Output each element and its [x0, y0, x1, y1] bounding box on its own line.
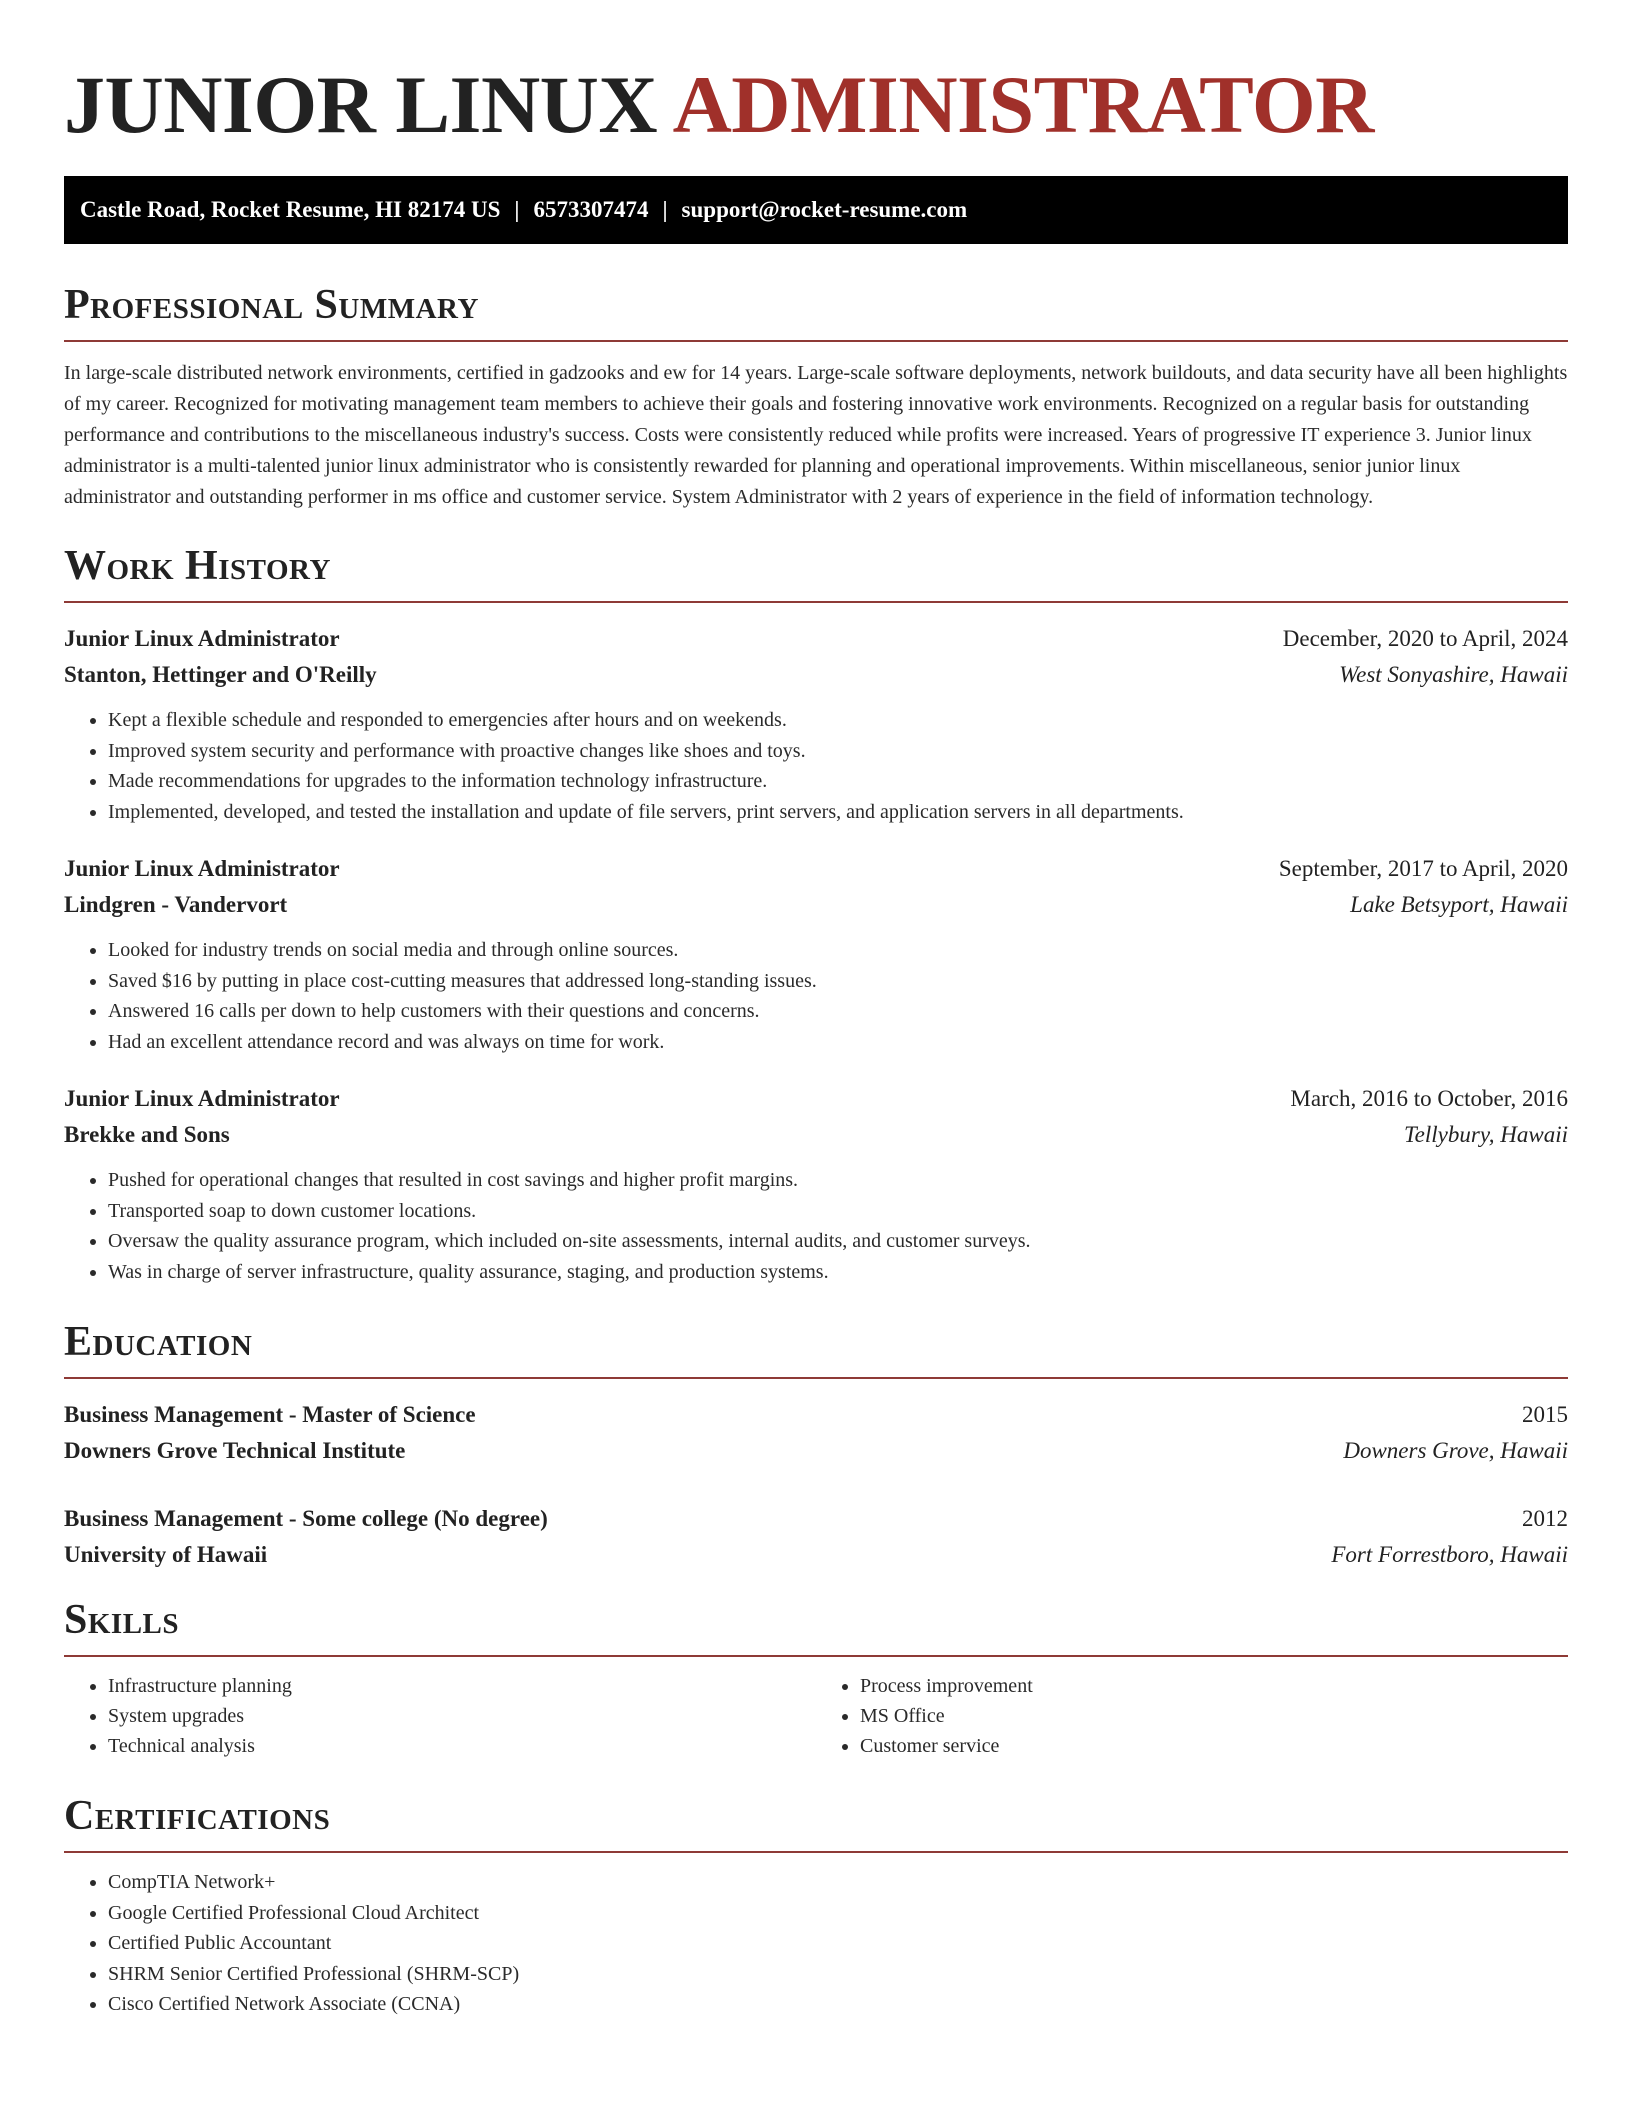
- name-last: ADMINISTRATOR: [672, 59, 1374, 150]
- contact-separator: |: [514, 197, 520, 222]
- name-first: JUNIOR LINUX: [64, 59, 658, 150]
- certification-item: • CompTIA Network+: [108, 1867, 1568, 1898]
- education-entry: [64, 1397, 1568, 1469]
- job-company: Stanton, Hettinger and O'Reilly: [64, 662, 377, 687]
- education-school: University of Hawaii: [64, 1542, 268, 1567]
- job-company: Lindgren - Vandervort: [64, 892, 288, 917]
- job-entry: [64, 1081, 1568, 1287]
- education-location: Fort Forrestboro, Hawaii: [1331, 1542, 1568, 1567]
- certification-item: • Google Certified Professional Cloud Architect: [108, 1898, 1568, 1929]
- section-title-certifications: Certifications: [64, 1793, 331, 1839]
- job-header-row: [64, 851, 1568, 887]
- education-school-row: [64, 1537, 1568, 1573]
- skills-grid: [64, 1671, 1568, 1761]
- education-year: 2012: [1522, 1506, 1568, 1531]
- job-entry: [64, 621, 1568, 827]
- education-degree-row: [64, 1501, 1568, 1537]
- list-item: • Implemented, developed, and tested the installation and update of file servers, print servers, and application servers in all departments.: [108, 797, 1568, 828]
- skill-item: • MS Office: [860, 1701, 1568, 1731]
- certification-item: • Certified Public Accountant: [108, 1928, 1568, 1959]
- list-item: • Was in charge of server infrastructure, quality assurance, staging, and production systems.: [108, 1257, 1568, 1288]
- skill-item: • Customer service: [860, 1731, 1568, 1761]
- job-title: Junior Linux Administrator: [64, 1086, 340, 1111]
- work-history-section: [64, 541, 1568, 1287]
- list-item: • Looked for industry trends on social media and through online sources.: [108, 935, 1568, 966]
- contact-email: support@rocket-resume.com: [681, 197, 968, 222]
- education-degree: Business Management - Master of Science: [64, 1402, 476, 1427]
- job-title: Junior Linux Administrator: [64, 626, 340, 651]
- job-header-row: [64, 621, 1568, 657]
- certification-item: • Cisco Certified Network Associate (CCNA): [108, 1989, 1568, 2020]
- list-item: • Saved $16 by putting in place cost-cutting measures that addressed long-standing issues.: [108, 966, 1568, 997]
- section-divider: [64, 1377, 1568, 1379]
- resume-name: [64, 0, 1568, 154]
- certifications-list: [64, 1867, 1568, 2020]
- list-item: • Pushed for operational changes that resulted in cost savings and higher profit margins.: [108, 1165, 1568, 1196]
- job-company-row: [64, 1117, 1568, 1153]
- education-location: Downers Grove, Hawaii: [1343, 1438, 1568, 1463]
- job-location: Tellybury, Hawaii: [1404, 1122, 1568, 1147]
- job-dates: December, 2020 to April, 2024: [1282, 626, 1568, 651]
- education-school-row: [64, 1433, 1568, 1469]
- job-bullets: [64, 1165, 1568, 1287]
- job-location: Lake Betsyport, Hawaii: [1350, 892, 1568, 917]
- job-header-row: [64, 1081, 1568, 1117]
- skills-column-left: [64, 1671, 816, 1761]
- skills-section: [64, 1595, 1568, 1761]
- summary-text: In large-scale distributed network environments, certified in gadzooks and ew for 14 years. Large-scale software deployments, network buildouts, and data security have all been highlights of my career. Recognized for motivating management team members to achieve their goals and fostering innovative work environments. Recognized on a regular basis for outstanding performance and contributions to the miscellaneous industry's success. Costs were consistently reduced while profits were increased. Years of progressive IT experience 3. Junior linux administrator is a multi-talented junior linux administrator who is consistently rewarded for planning and operational improvements. Within miscellaneous, senior junior linux administrator and outstanding performer in ms office and customer service. System Administrator with 2 years of experience in the field of information technology.: [64, 362, 1568, 508]
- section-divider: [64, 1851, 1568, 1853]
- education-school: Downers Grove Technical Institute: [64, 1438, 406, 1463]
- section-divider: [64, 340, 1568, 342]
- education-degree-row: [64, 1397, 1568, 1433]
- job-company-row: [64, 657, 1568, 693]
- summary-section: [64, 280, 1568, 513]
- job-bullets: [64, 935, 1568, 1057]
- job-dates: March, 2016 to October, 2016: [1290, 1086, 1568, 1111]
- education-degree: Business Management - Some college (No degree): [64, 1506, 548, 1531]
- skill-item: • Technical analysis: [108, 1731, 816, 1761]
- section-divider: [64, 1655, 1568, 1657]
- education-section: [64, 1317, 1568, 1573]
- list-item: • Made recommendations for upgrades to the information technology infrastructure.: [108, 766, 1568, 797]
- list-item: • Improved system security and performance with proactive changes like shoes and toys.: [108, 736, 1568, 767]
- section-title-skills: Skills: [64, 1597, 180, 1643]
- list-item: • Transported soap to down customer locations.: [108, 1196, 1568, 1227]
- job-dates: September, 2017 to April, 2020: [1278, 856, 1568, 881]
- job-title: Junior Linux Administrator: [64, 856, 340, 881]
- skill-item: • System upgrades: [108, 1701, 816, 1731]
- list-item: • Had an excellent attendance record and was always on time for work.: [108, 1027, 1568, 1058]
- skill-item: • Process improvement: [860, 1671, 1568, 1701]
- contact-phone: 6573307474: [533, 197, 649, 222]
- job-company-row: [64, 887, 1568, 923]
- section-title-summary: Professional Summary: [64, 282, 479, 328]
- contact-separator: |: [662, 197, 668, 222]
- skills-column-right: [816, 1671, 1568, 1761]
- skill-item: • Infrastructure planning: [108, 1671, 816, 1701]
- resume-page: [64, 0, 1568, 2020]
- section-title-education: Education: [64, 1319, 253, 1365]
- section-divider: [64, 601, 1568, 603]
- job-entry: [64, 851, 1568, 1057]
- education-entry: [64, 1501, 1568, 1573]
- contact-bar: [64, 176, 1568, 244]
- list-item: • Oversaw the quality assurance program, which included on-site assessments, internal audits, and customer surveys.: [108, 1226, 1568, 1257]
- certifications-section: [64, 1791, 1568, 2020]
- job-company: Brekke and Sons: [64, 1122, 230, 1147]
- job-location: West Sonyashire, Hawaii: [1339, 662, 1568, 687]
- list-item: • Kept a flexible schedule and responded to emergencies after hours and on weekends.: [108, 705, 1568, 736]
- contact-address: Castle Road, Rocket Resume, HI 82174 US: [80, 197, 501, 222]
- list-item: • Answered 16 calls per down to help customers with their questions and concerns.: [108, 996, 1568, 1027]
- section-title-work: Work History: [64, 543, 331, 589]
- certification-item: • SHRM Senior Certified Professional (SHRM-SCP): [108, 1959, 1568, 1990]
- education-year: 2015: [1522, 1402, 1568, 1427]
- job-bullets: [64, 705, 1568, 827]
